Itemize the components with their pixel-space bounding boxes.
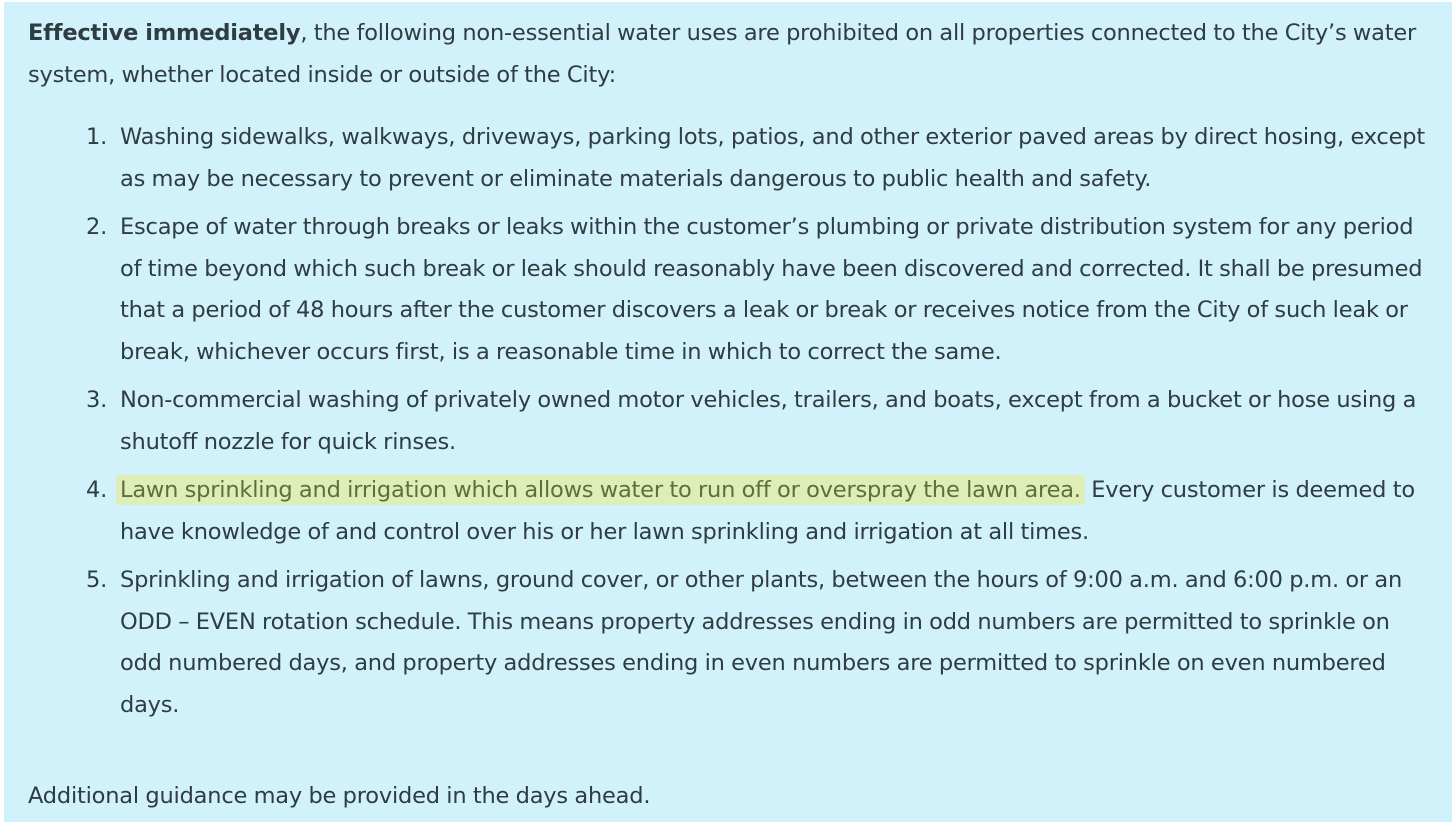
closing-paragraph: Additional guidance may be provided in the days ahead. xyxy=(28,783,651,809)
list-item-number: 2. xyxy=(86,214,108,240)
list-item-text: Every customer is deemed to have knowledge of and control over his or her lawn sprinkling and irrigation at all times. xyxy=(120,477,1415,545)
list-item xyxy=(28,207,1434,373)
list-item-text: Non-commercial washing of privately owned motor vehicles, trailers, and boats, except from a bucket or hose using a shutoff nozzle for quick rinses. xyxy=(120,387,1417,455)
list-item-text: Sprinkling and irrigation of lawns, ground cover, or other plants, between the hours of 9:00 a.m. and 6:00 p.m. or an ODD – EVEN rotation schedule. This means property addresses ending in odd numbers are permitted to sprinkle on odd numbered days, and property addresses ending in even numbers are permitted to sprinkle on even numbered days. xyxy=(120,567,1403,718)
list-item-text: Washing sidewalks, walkways, driveways, parking lots, patios, and other exterior paved areas by direct hosing, except as may be necessary to prevent or eliminate materials dangerous to public health and safety. xyxy=(120,124,1425,192)
intro-text: , the following non-essential water uses are prohibited on all properties connected to the City’s water system, whether located inside or outside of the City: xyxy=(28,20,1417,88)
list-item-text: Escape of water through breaks or leaks within the customer’s plumbing or private distribution system for any period of time beyond which such break or leak should reasonably have been discovered and corrected. It shall be presumed that a period of 48 hours after the customer discovers a leak or break or receives notice from the City of such leak or break, whichever occurs first, is a reasonable time in which to correct the same. xyxy=(120,214,1423,365)
intro-paragraph xyxy=(28,12,1434,96)
list-item-number: 5. xyxy=(86,567,108,593)
water-restriction-notice xyxy=(4,2,1452,822)
list-item xyxy=(28,380,1434,463)
highlighted-text: Lawn sprinkling and irrigation which allows water to run off or overspray the lawn area. xyxy=(116,475,1085,505)
prohibited-uses-list xyxy=(28,117,1434,726)
list-item xyxy=(28,560,1434,726)
list-item-number: 4. xyxy=(86,477,108,503)
list-item xyxy=(28,117,1434,200)
list-item-number: 1. xyxy=(86,124,108,150)
intro-lead: Effective immediately xyxy=(28,20,301,46)
list-item-number: 3. xyxy=(86,387,108,413)
list-item xyxy=(28,470,1434,553)
list-item-body xyxy=(120,470,1434,553)
